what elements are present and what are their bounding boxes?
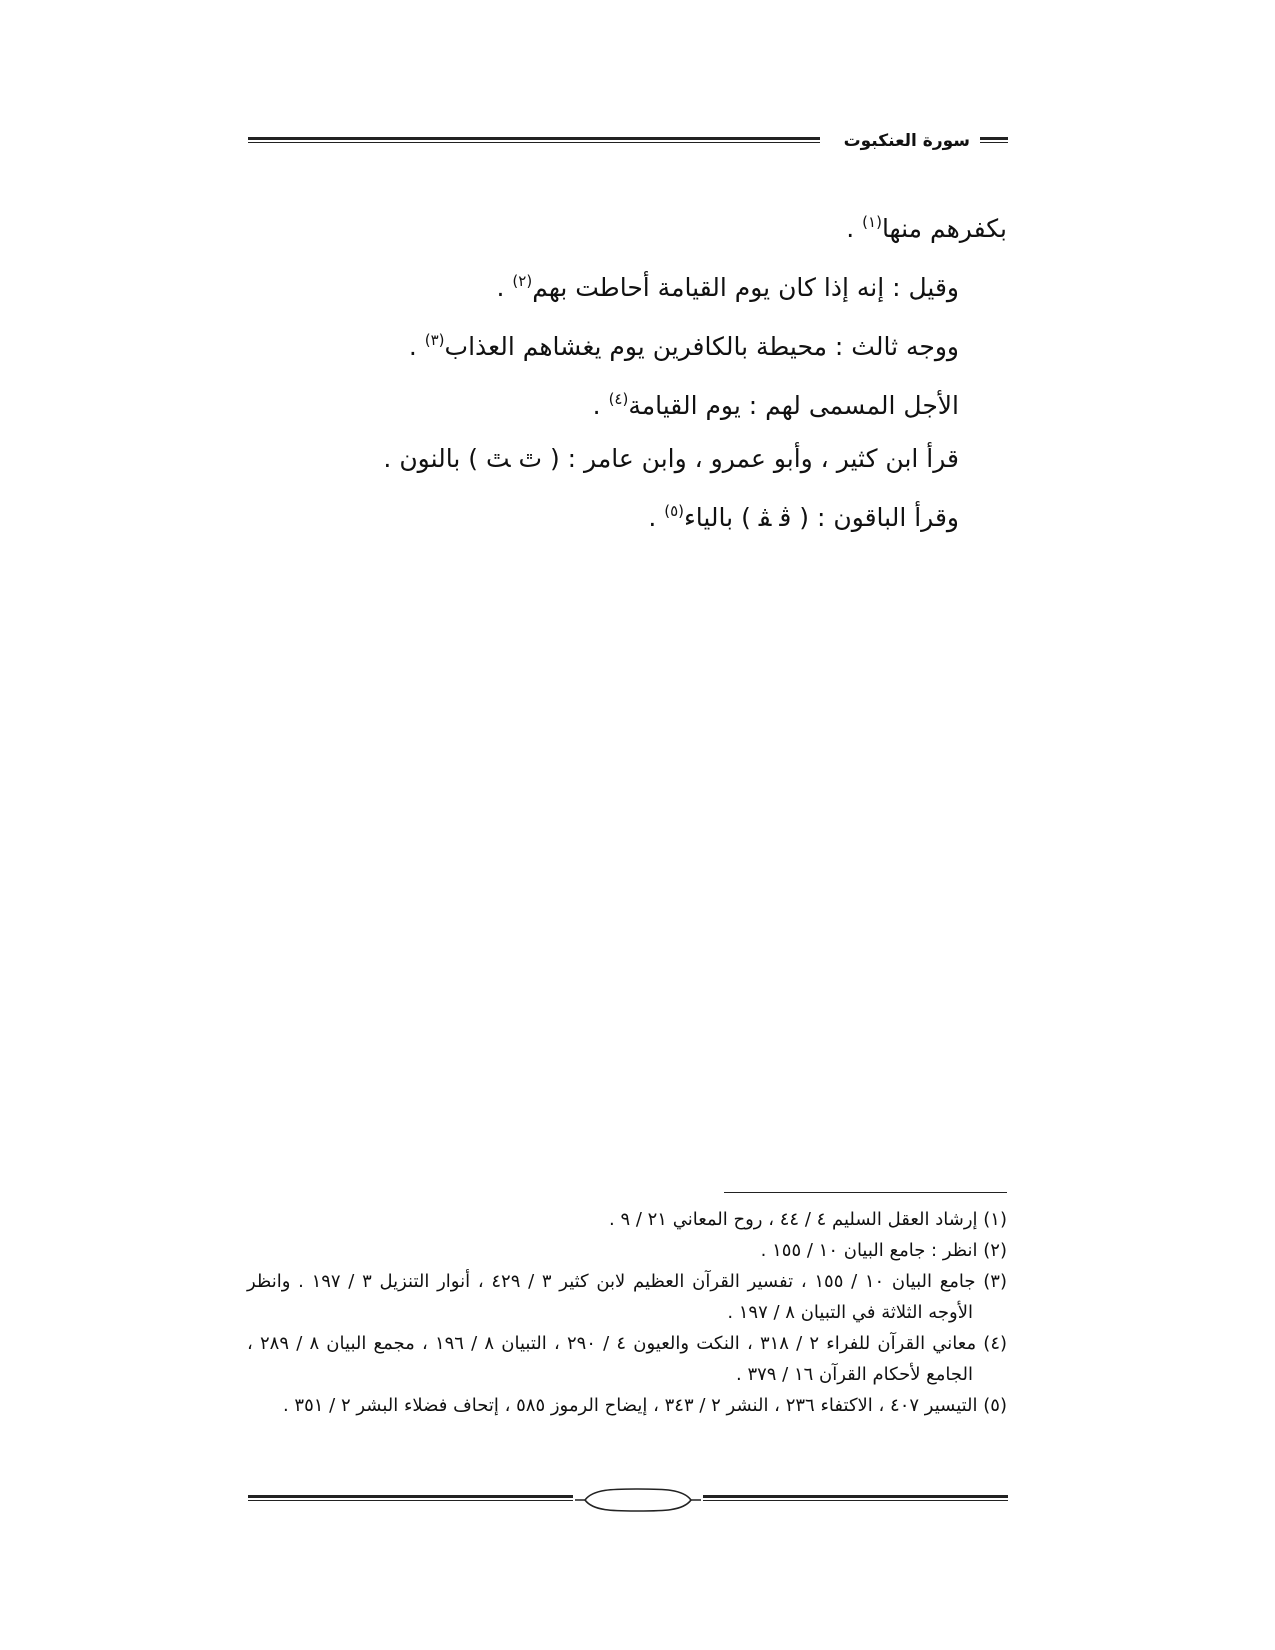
footnotes	[247, 1204, 1007, 1421]
surah-title: سورة العنكبوت	[843, 131, 970, 151]
body-line-2: وقيل : إنه إذا كان يوم القيامة أحاطت بهم$^{(٢)}$ .	[496, 272, 959, 302]
footnote-ref-3[interactable]: (٣)	[424, 331, 445, 349]
header-rule-short	[980, 137, 1008, 146]
body-line-1: بكفرهم منها$^{(١)}$ .	[846, 213, 1007, 243]
footnote-3: (٣) جامع البيان ١٠ / ١٥٥ ، تفسير القرآن العظيم لابن كثير ٣ / ٤٢٩ ، أنوار التنزيل ٣ / ١٩٧ . وانظر الأوجه الثلاثة في التبيان ٨ / ١٩٧ .	[247, 1271, 1007, 1323]
body-line-4: الأجل المسمى لهم : يوم القيامة$^{(٤)}$ .	[592, 390, 959, 420]
footnote-1: (١) إرشاد العقل السليم ٤ / ٤٤ ، روح المعاني ٢١ / ٩ .	[608, 1209, 1007, 1230]
body-line-3: ووجه ثالث : محيطة بالكافرين يوم يغشاهم العذاب$^{(٣)}$ .	[408, 331, 959, 361]
footnote-ref-2[interactable]: (٢)	[512, 272, 533, 290]
footer-rule-left	[248, 1495, 573, 1503]
footnote-ref-4[interactable]: (٤)	[608, 390, 629, 408]
footnote-ref-5[interactable]: (٥)	[664, 502, 685, 520]
footnote-5: (٥) التيسير ٤٠٧ ، الاكتفاء ٢٣٦ ، النشر ٢ / ٣٤٣ ، إيضاح الرموز ٥٨٥ ، إتحاف فضلاء البشر ٢ / ٣٥١ .	[282, 1395, 1007, 1416]
footer-rule-right	[703, 1495, 1008, 1503]
running-header	[248, 128, 1008, 156]
body-line-5: قرأ ابن كثير ، وأبو عمرو ، وابن عامر : ( ﭢ ﭣ ) بالنون .	[383, 444, 959, 473]
footnote-4: (٤) معاني القرآن للفراء ٢ / ٣١٨ ، النكت والعيون ٤ / ٢٩٠ ، التبيان ٨ / ١٩٦ ، مجمع البيان ٨ / ٢٨٩ ، الجامع لأحكام القرآن ١٦ / ٣٧٩ .	[247, 1333, 1008, 1385]
page-number-ornament-icon	[573, 1485, 703, 1515]
header-rule-long	[248, 137, 820, 146]
body-line-6: وقرأ الباقون : ( ﭬ ﭭ ) بالياء$^{(٥)}$ .	[648, 502, 959, 532]
footnote-ref-1[interactable]: (١)	[862, 213, 882, 231]
body-text	[247, 196, 1007, 544]
footnote-separator	[724, 1192, 1007, 1193]
page-footer	[248, 1485, 1008, 1515]
footnote-2: (٢) انظر : جامع البيان ١٠ / ١٥٥ .	[760, 1240, 1007, 1261]
